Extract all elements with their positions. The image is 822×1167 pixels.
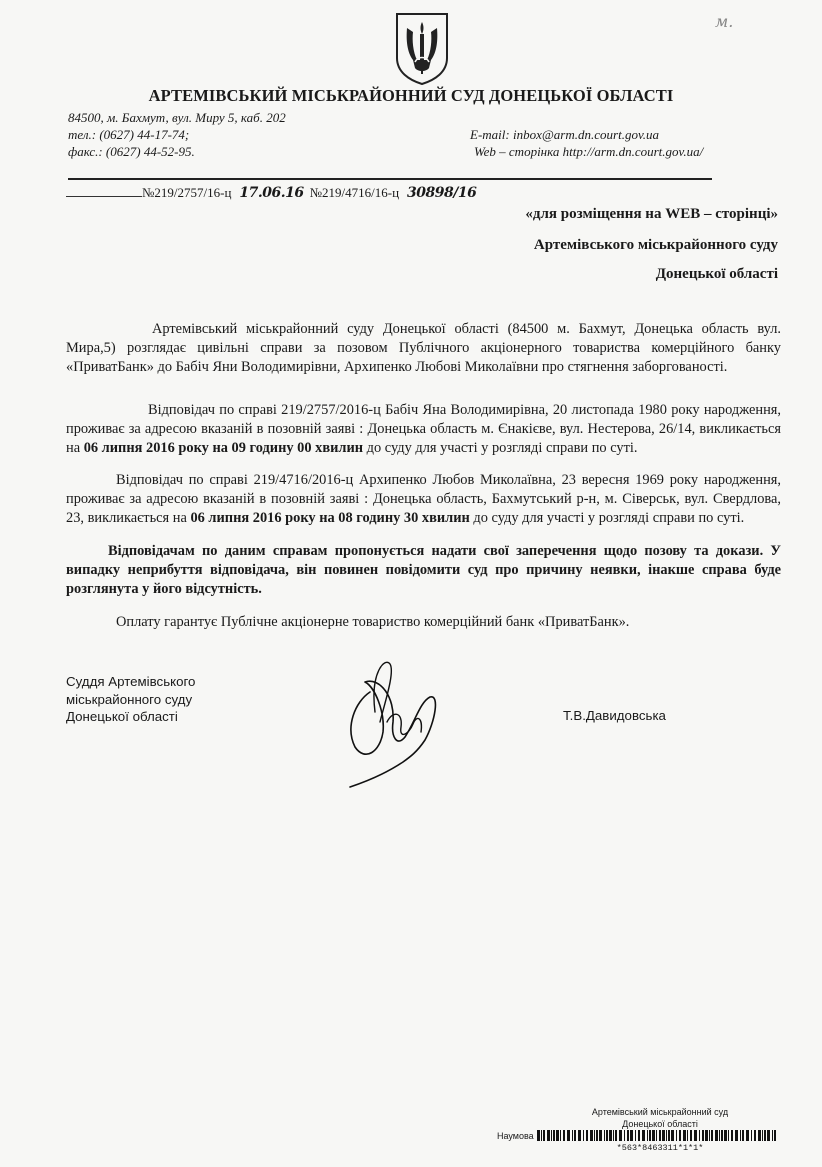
paragraph-notice: Відповідачам по даним справам пропонується надати свої заперечення щодо позову та докази. У випадку неприбуття відповідача, він повинен повідомити суд про причину неявки, інакше справа буде розглянута у його відсутність. (66, 543, 781, 597)
registry-stamp: Артемівський міськрайонний суд Донецької області (591, 1107, 729, 1129)
court-website: Web – сторінка http://arm.dn.court.gov.ua/ (474, 144, 704, 159)
case-number-1: №219/2757/16-ц (142, 185, 232, 200)
barcode-number: *563*8463311*1*1* (616, 1143, 704, 1153)
court-phone: тел.: (0627) 44-17-74; (68, 127, 190, 142)
paragraph-payment: Оплату гарантує Публічне акціонерне товариство комерційний банк «ПриватБанк». (116, 614, 630, 630)
hearing-datetime-1: 06 липня 2016 року на 09 годину 00 хвилин (83, 440, 364, 456)
hearing-datetime-2: 06 липня 2016 року на 08 годину 30 хвилин (190, 510, 470, 526)
clerk-name: Наумова (497, 1130, 534, 1141)
court-name-heading: АРТЕМІВСЬКИЙ МІСЬКРАЙОННИЙ СУД ДОНЕЦЬКОЇ ОБЛАСТІ (148, 86, 674, 105)
case-number-2: №219/4716/16-ц (309, 185, 400, 200)
coat-of-arms-icon (393, 10, 451, 86)
paragraph-defendant-1: Відповідач по справі 219/2757/2016-ц Бабіч Яна Володимирівна, 20 листопада 1980 року народження, проживає за адресою вказаній в позовній заяві : Донецька область м. Єнакієве, вул. Нестерова, 26/14, викликається на 06 липня 2016 року на 09 годину 00 хвилин до суду для участі у розгляді справи по суті. (66, 402, 781, 456)
header-divider (68, 178, 712, 180)
judge-title: Суддя Артемівського міськрайонного суду Донецької області (66, 674, 196, 724)
barcode-row (497, 1130, 777, 1141)
paragraph-defendant-2: Відповідач по справі 219/4716/2016-ц Архипенко Любов Миколаївна, 23 вересня 1969 року народження, проживає за адресою вказаній в позовній заяві : Донецька область, Бахмутський р-н, м. Сіверськ, вул. Свердлова, 23, викликається на 06 липня 2016 року на 08 годину 30 хвилин до суду для участі у розгляді справи по суті. (66, 472, 781, 526)
corner-handwritten-mark: м. (715, 12, 734, 31)
registration-line (66, 184, 476, 201)
addressee-line-3: Донецької області (655, 266, 778, 282)
handwritten-reference: 30898/16 (407, 185, 477, 201)
handwritten-signature (325, 652, 455, 792)
court-address: 84500, м. Бахмут, вул. Миру 5, каб. 202 (68, 110, 286, 125)
barcode-icon (537, 1130, 777, 1141)
judge-name: Т.В.Давидовська (563, 708, 666, 723)
blank-field (66, 184, 142, 197)
court-fax: факс.: (0627) 44-52-95. (68, 144, 195, 159)
addressee-line-2: Артемівського міськрайонного суду (533, 237, 778, 253)
addressee-line-1: «для розміщення на WEB – сторінці» (525, 206, 778, 222)
paragraph-intro: Артемівський міськрайонний суду Донецької області (84500 м. Бахмут, Донецька область вул. Мира,5) розглядає цивільні справи за позовом Публічного акціонерного товариства комерційного банку «ПриватБанк» до Бабіч Яни Володимирівни, Архипенко Любові Миколаївни про стягнення заборгованості. (66, 321, 781, 375)
court-email: E-mail: inbox@arm.dn.court.gov.ua (470, 127, 659, 142)
handwritten-date: 17.06.16 (239, 185, 304, 201)
